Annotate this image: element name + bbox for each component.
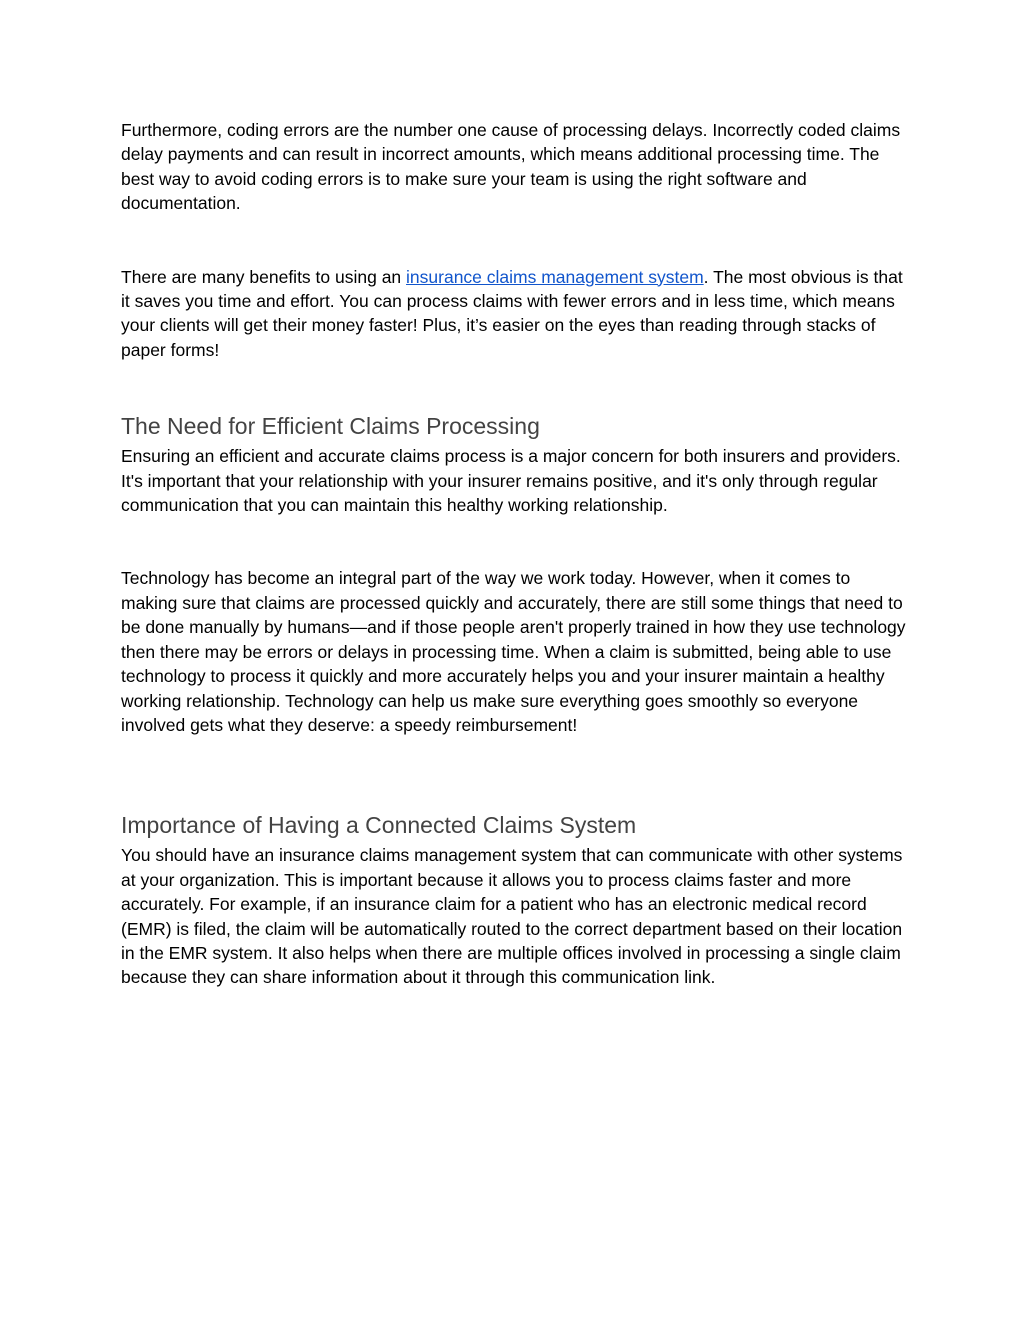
paragraph-technology: Technology has become an integral part of the way we work today. However, when it comes to making sure that claims are processed quickly and accurately, there are still some things that need to be done manually by humans—and if those people aren't properly trained in how they use technology then there may be errors or delays in processing time. When a claim is submitted, being able to use technology to process it quickly and more accurately helps you and your insurer maintain a healthy working relationship. Technology can help us make sure everything goes smoothly so everyone involved gets what they deserve: a speedy reimbursement! [121,568,906,735]
document-page [121,118,911,990]
paragraph-efficient-process: Ensuring an efficient and accurate claims process is a major concern for both insurers and providers. It's important that your relationship with your insurer remains positive, and it's only through regular communication that you can maintain this healthy working relationship. [121,446,901,516]
paragraph-coding-errors: Furthermore, coding errors are the number one cause of processing delays. Incorrectly coded claims delay payments and can result in incorrect amounts, which means additional processing time. The best way to avoid coding errors is to make sure your team is using the right software and documentation. [121,120,901,214]
paragraph-benefits [121,265,911,363]
benefits-text-after-link: . The most obvious is that it saves you time and effort. You can process claims with fewer errors and in less time, which means your clients will get their money faster! Plus, it’s easier on the eyes than reading through stacks of paper forms! [121,266,903,360]
insurance-claims-management-system-link[interactable]: insurance claims management system [406,266,704,287]
heading-efficient-claims-processing: The Need for Efficient Claims Processing [121,413,540,440]
paragraph-connected-system: You should have an insurance claims management system that can communicate with other systems at your organization. This is important because it allows you to process claims faster and more accurately. For example, if an insurance claim for a patient who has an electronic medical record (EMR) is filed, the claim will be automatically routed to the correct department based on their location in the EMR system. It also helps when there are multiple offices involved in processing a single claim because they can share information about it through this communication link. [121,845,903,988]
heading-connected-claims-system: Importance of Having a Connected Claims System [121,812,637,839]
benefits-text-before-link: There are many benefits to using an [121,266,407,287]
